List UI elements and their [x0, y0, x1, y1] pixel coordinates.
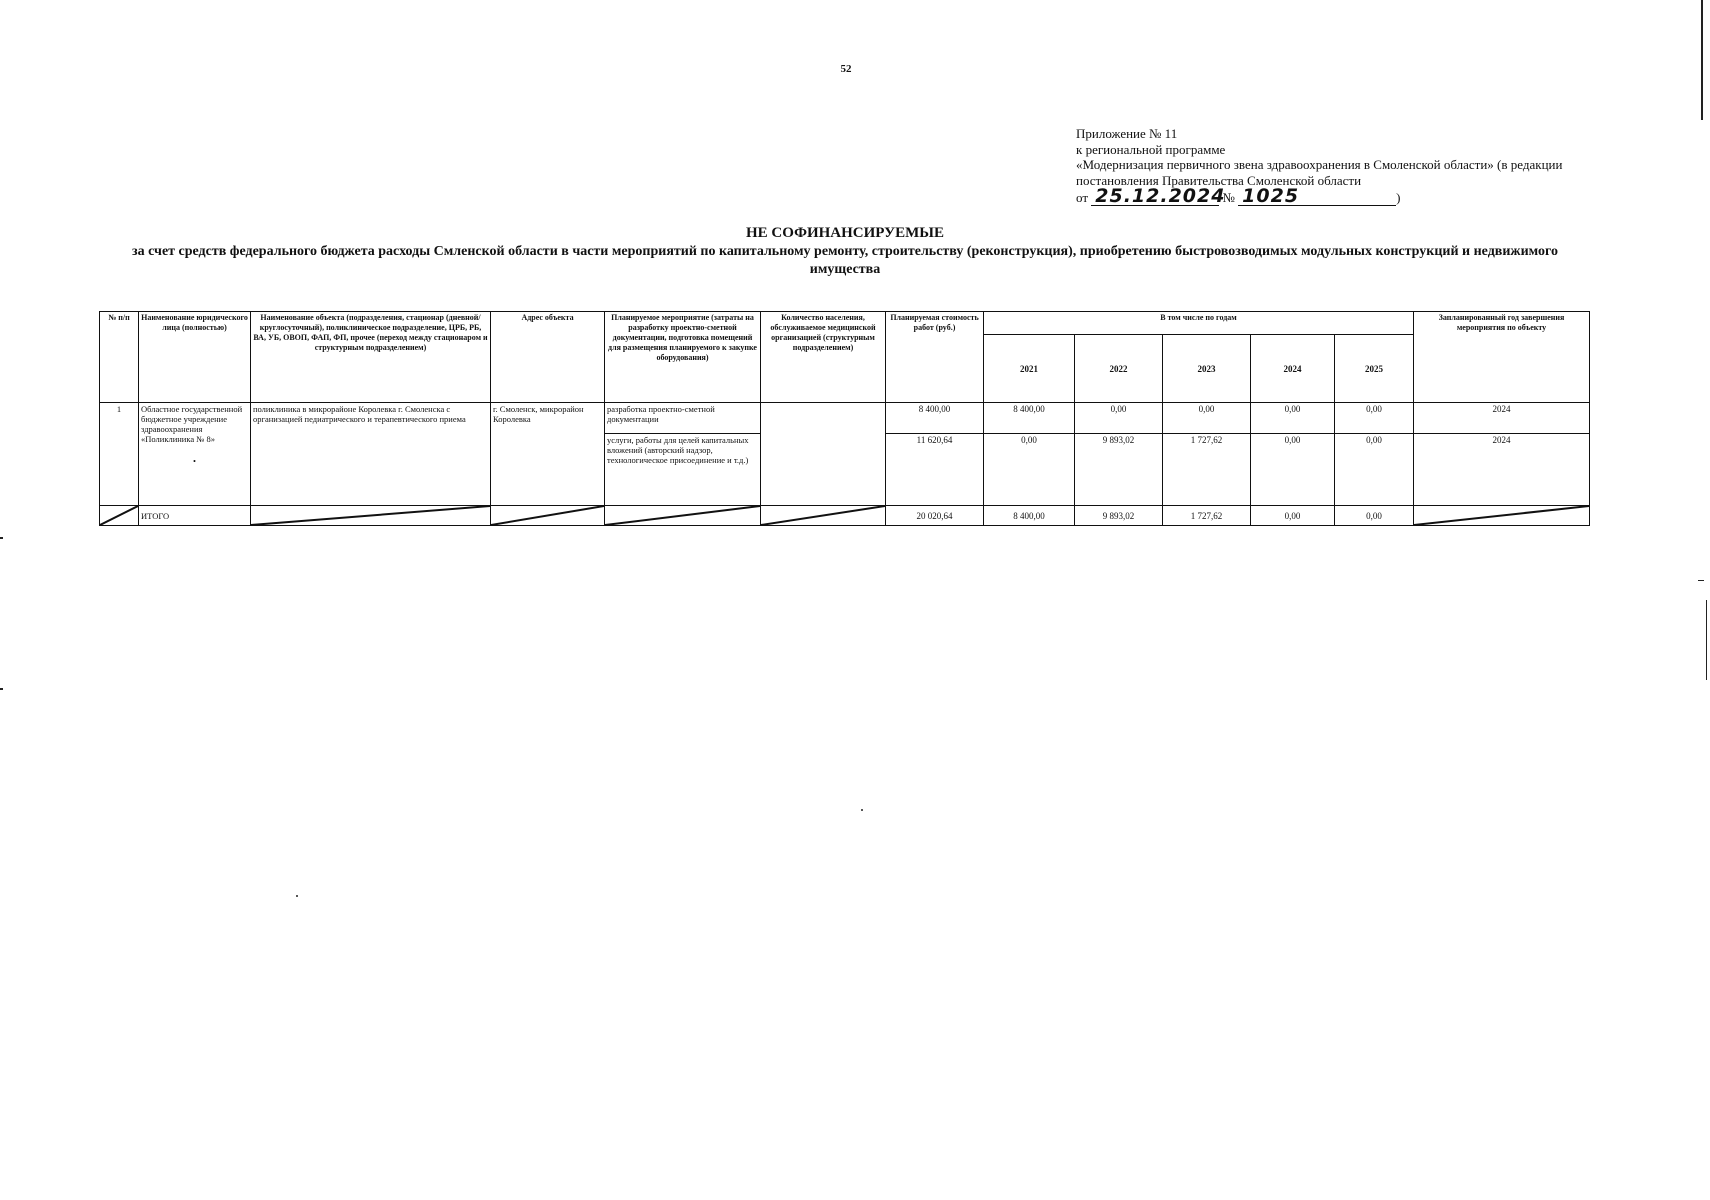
total-measure-crossed — [605, 506, 761, 526]
appendix-line-1: Приложение № 11 — [1076, 126, 1178, 141]
header-year: 2023 — [1163, 335, 1251, 403]
header-cost: Планируемая стоимость работ (руб.) — [886, 312, 984, 403]
closing-paren: ) — [1396, 190, 1401, 205]
total-year-value: 8 400,00 — [984, 506, 1075, 526]
row-object-name: поликлиника в микрорайоне Королевка г. Смоленска с организацией педиатрического и терапевтического приема — [251, 403, 491, 506]
header-measure: Планируемое мероприятие (затраты на разработку проектно-сметной документации, подготовка помещений для размещения планируемого к закупке оборудования) — [605, 312, 761, 403]
scan-edge-mark — [0, 688, 3, 690]
measure-year-value: 8 400,00 — [984, 403, 1075, 434]
row-address: г. Смоленск, микрорайон Королевка — [491, 403, 605, 506]
measure-cost: 8 400,00 — [886, 403, 984, 434]
header-address: Адрес объекта — [491, 312, 605, 403]
measure-completion: 2024 — [1414, 434, 1590, 506]
appendix-sign-line — [1076, 185, 1576, 207]
scan-dot — [296, 895, 298, 897]
header-object-name: Наименование объекта (подразделения, стационар (дневной/круглосуточный), поликлиническое подразделение, ЦРБ, РБ, ВА, УБ, ОВОП, ФАП, ФП, прочее (переход между стационаром и структурным подразделением) — [251, 312, 491, 403]
number-prefix: № — [1222, 190, 1235, 205]
legal-entity-text: Областное государственной бюджетное учреждение здравоохранения «Поликлиника № 8» — [141, 404, 243, 444]
header-population: Количество населения, обслуживаемое медицинской организацией (структурным подразделением) — [761, 312, 886, 403]
total-address-crossed — [491, 506, 605, 526]
expenses-table — [99, 311, 1590, 526]
total-completion-crossed — [1414, 506, 1590, 526]
row-legal-entity — [139, 403, 251, 506]
measure-name: разработка проектно-сметной документации — [605, 403, 761, 434]
header-year: 2025 — [1335, 335, 1414, 403]
measure-year-value: 9 893,02 — [1075, 434, 1163, 506]
scan-edge-mark — [0, 537, 3, 539]
appendix-line-3: «Модернизация первичного звена здравоохранения в Смоленской области» (в редакции постановления Правительства Смоленской области — [1076, 157, 1563, 188]
header-year: 2022 — [1075, 335, 1163, 403]
total-cost: 20 020,64 — [886, 506, 984, 526]
total-year-value: 9 893,02 — [1075, 506, 1163, 526]
measure-year-value: 1 727,62 — [1163, 434, 1251, 506]
measure-year-value: 0,00 — [1335, 434, 1414, 506]
total-year-value: 0,00 — [1335, 506, 1414, 526]
measure-year-value: 0,00 — [984, 434, 1075, 506]
header-legal-entity: Наименование юридического лица (полностью) — [139, 312, 251, 403]
measure-year-value: 0,00 — [1075, 403, 1163, 434]
total-row — [100, 506, 1590, 526]
total-object-crossed — [251, 506, 491, 526]
header-year: 2024 — [1251, 335, 1335, 403]
document-subtitle: за счет средств федерального бюджета расходы Смленской области в части мероприятий по капитальному ремонту, строительству (реконструкция), приобретению быстровозводимых модульных конструкций и недвижимого имущества — [131, 244, 1558, 277]
measure-cost: 11 620,64 — [886, 434, 984, 506]
total-label: ИТОГО — [139, 506, 251, 526]
handwritten-number: 1025 — [1238, 188, 1396, 206]
measure-name: услуги, работы для целей капитальных вложений (авторский надзор, технологическое присоединение и т.д.) — [605, 434, 761, 506]
table-row — [100, 403, 1590, 434]
appendix-block — [1076, 126, 1576, 206]
measure-completion: 2024 — [1414, 403, 1590, 434]
measure-year-value: 0,00 — [1163, 403, 1251, 434]
header-num: № п/п — [100, 312, 139, 403]
header-completion: Запланированный год завершения мероприятия по объекту — [1414, 312, 1590, 403]
total-year-value: 0,00 — [1251, 506, 1335, 526]
handwritten-date: 25.12.2024 — [1091, 188, 1219, 206]
row-num: 1 — [100, 403, 139, 506]
appendix-line-2: к региональной программе — [1076, 141, 1226, 157]
row-population — [761, 403, 886, 506]
scan-edge-mark — [1706, 600, 1707, 680]
header-year: 2021 — [984, 335, 1075, 403]
measure-year-value: 0,00 — [1335, 403, 1414, 434]
measure-year-value: 0,00 — [1251, 434, 1335, 506]
scan-edge-mark — [1698, 580, 1704, 581]
scan-edge-mark — [1701, 0, 1703, 120]
header-by-years: В том числе по годам — [984, 312, 1414, 335]
date-prefix: от — [1076, 190, 1089, 205]
page-number: 52 — [840, 63, 852, 75]
total-year-value: 1 727,62 — [1163, 506, 1251, 526]
measure-year-value: 0,00 — [1251, 403, 1335, 434]
title-block — [100, 224, 1590, 279]
total-population-crossed — [761, 506, 886, 526]
document-title: НЕ СОФИНАНСИРУЕМЫЕ — [745, 225, 945, 241]
stray-dot: • — [193, 456, 196, 466]
scan-dot — [861, 809, 863, 811]
total-num-crossed — [100, 506, 139, 526]
